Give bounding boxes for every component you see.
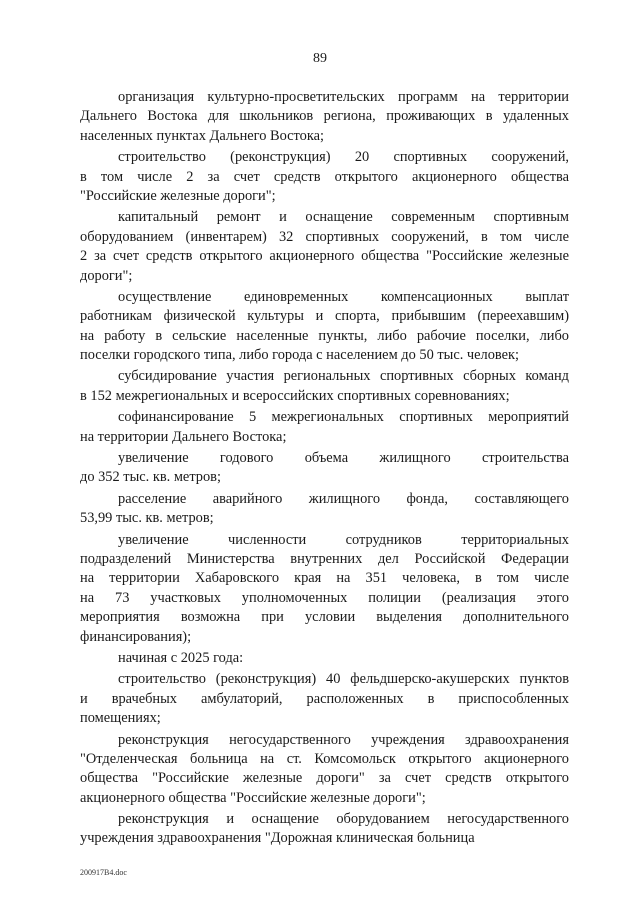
paragraph bbox=[80, 649, 569, 668]
document-footer: 200917В4.doc bbox=[80, 868, 127, 877]
paragraph-line: на территории Дальнего Востока; bbox=[80, 428, 287, 445]
paragraph bbox=[80, 88, 569, 146]
document-body bbox=[80, 88, 569, 849]
paragraph-line: строительство (реконструкция) 20 спортивных сооружений, bbox=[118, 149, 569, 166]
paragraph-line: на работу в сельские населенные пункты, либо рабочие поселки, либо bbox=[80, 327, 569, 344]
paragraph-line: Дальнего Востока для школьников региона, проживающих в удаленных bbox=[80, 108, 569, 125]
paragraph-line: расселение аварийного жилищного фонда, составляющего bbox=[118, 490, 569, 507]
paragraph bbox=[80, 408, 569, 447]
paragraph-line: увеличение численности сотрудников территориальных bbox=[118, 531, 569, 548]
paragraph-line: финансирования); bbox=[80, 628, 192, 645]
paragraph-line: поселки городского типа, либо города с населением до 50 тыс. человек; bbox=[80, 347, 520, 364]
paragraph bbox=[80, 670, 569, 728]
paragraph-line: в 152 межрегиональных и всероссийских спортивных соревнованиях; bbox=[80, 387, 510, 404]
paragraph-line: населенных пунктах Дальнего Востока; bbox=[80, 127, 325, 144]
paragraph-line: работникам физической культуры и спорта, прибывшим (переехавшим) bbox=[80, 308, 569, 325]
paragraph-line: капитальный ремонт и оснащение современным спортивным bbox=[118, 209, 569, 226]
paragraph-line: увеличение годового объема жилищного строительства bbox=[118, 450, 569, 467]
paragraph-line: помещениях; bbox=[80, 710, 161, 727]
paragraph-line: осуществление единовременных компенсационных выплат bbox=[118, 288, 569, 305]
paragraph-line: акционерного общества "Российские железные дороги"; bbox=[80, 789, 426, 806]
paragraph-line: на территории Хабаровского края на 351 человека, в том числе bbox=[80, 570, 569, 587]
paragraph-line: организация культурно-просветительских программ на территории bbox=[118, 89, 569, 105]
paragraph-line: на 73 участковых уполномоченных полиции (реализация этого bbox=[80, 589, 569, 606]
paragraph bbox=[80, 731, 569, 809]
paragraph bbox=[80, 367, 569, 406]
paragraph-line: 2 за счет средств открытого акционерного общества "Российские железные bbox=[80, 248, 569, 265]
paragraph bbox=[80, 148, 569, 206]
paragraph bbox=[80, 288, 569, 366]
paragraph-line: оборудованием (инвентарем) 32 спортивных сооружений, в том числе bbox=[80, 228, 569, 245]
paragraph-line: субсидирование участия региональных спортивных сборных команд bbox=[118, 368, 569, 385]
paragraph-line: общества "Российские железные дороги" за счет средств открытого bbox=[80, 770, 569, 787]
paragraph-line: начиная с 2025 года: bbox=[118, 649, 244, 666]
paragraph-line: и врачебных амбулаторий, расположенных в приспособленных bbox=[80, 690, 569, 707]
paragraph bbox=[80, 490, 569, 529]
paragraph-line: подразделений Министерства внутренних дел Российской Федерации bbox=[80, 550, 569, 567]
paragraph-line: строительство (реконструкция) 40 фельдшерско-акушерских пунктов bbox=[118, 671, 569, 688]
paragraph-line: в том числе 2 за счет средств открытого акционерного общества bbox=[80, 168, 569, 185]
paragraph-line: реконструкция и оснащение оборудованием негосударственного bbox=[118, 811, 569, 828]
paragraph-line: до 352 тыс. кв. метров; bbox=[80, 469, 221, 486]
paragraph-line: мероприятия возможна при условии выделения дополнительного bbox=[80, 609, 569, 626]
paragraph bbox=[80, 810, 569, 849]
paragraph-line: софинансирование 5 межрегиональных спортивных мероприятий bbox=[118, 409, 569, 426]
paragraph-line: "Российские железные дороги"; bbox=[80, 187, 276, 204]
paragraph-line: "Отделенческая больница на ст. Комсомольск открытого акционерного bbox=[80, 750, 569, 767]
page-number: 89 bbox=[313, 51, 327, 66]
paragraph-line: реконструкция негосударственного учреждения здравоохранения bbox=[118, 731, 569, 748]
paragraph bbox=[80, 449, 569, 488]
paragraph-line: 53,99 тыс. кв. метров; bbox=[80, 510, 214, 527]
paragraph bbox=[80, 208, 569, 286]
paragraph bbox=[80, 531, 569, 647]
paragraph-line: учреждения здравоохранения "Дорожная клиническая больница bbox=[80, 830, 475, 847]
paragraph-line: дороги"; bbox=[80, 267, 133, 284]
